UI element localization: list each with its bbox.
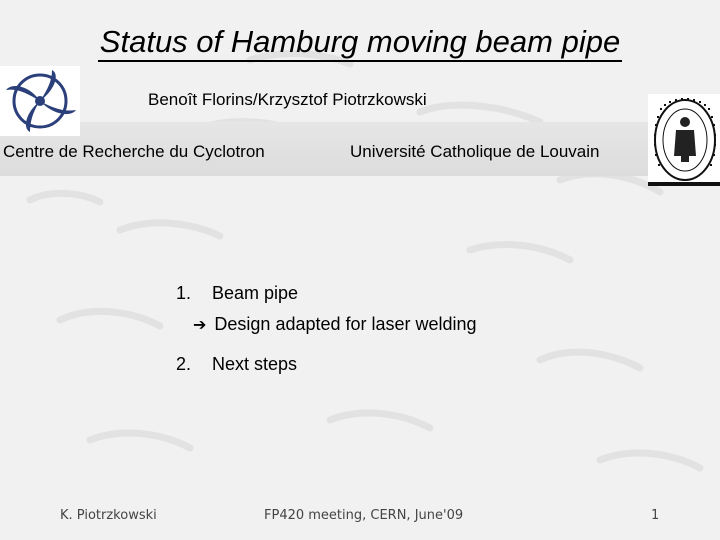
sub-item: [193, 314, 477, 335]
footer-author: K. Piotrzkowski: [60, 508, 157, 523]
authors-line: Benoît Florins/Krzysztof Piotrzkowski: [148, 90, 427, 109]
ucl-university-seal-icon: [648, 94, 720, 186]
slide-title-text: Status of Hamburg moving beam pipe: [98, 24, 622, 62]
list-item-label: Beam pipe: [212, 283, 299, 303]
list-item-number: 2.: [176, 354, 192, 374]
list-item: [176, 354, 297, 375]
list-item: [176, 283, 298, 304]
cyclotron-swirl-logo-icon: [0, 66, 80, 136]
sub-item-text: Design adapted for laser welding: [214, 314, 477, 334]
list-item-label: Next steps: [212, 354, 298, 374]
slide-title: [0, 24, 720, 60]
right-arrow-icon: ➔: [193, 315, 207, 334]
institution-left: Centre de Recherche du Cyclotron: [3, 142, 265, 161]
institution-right: Université Catholique de Louvain: [350, 142, 600, 161]
list-item-number: 1.: [176, 283, 192, 303]
footer-meeting: FP420 meeting, CERN, June'09: [264, 508, 464, 523]
footer-page-number: 1: [651, 508, 660, 523]
